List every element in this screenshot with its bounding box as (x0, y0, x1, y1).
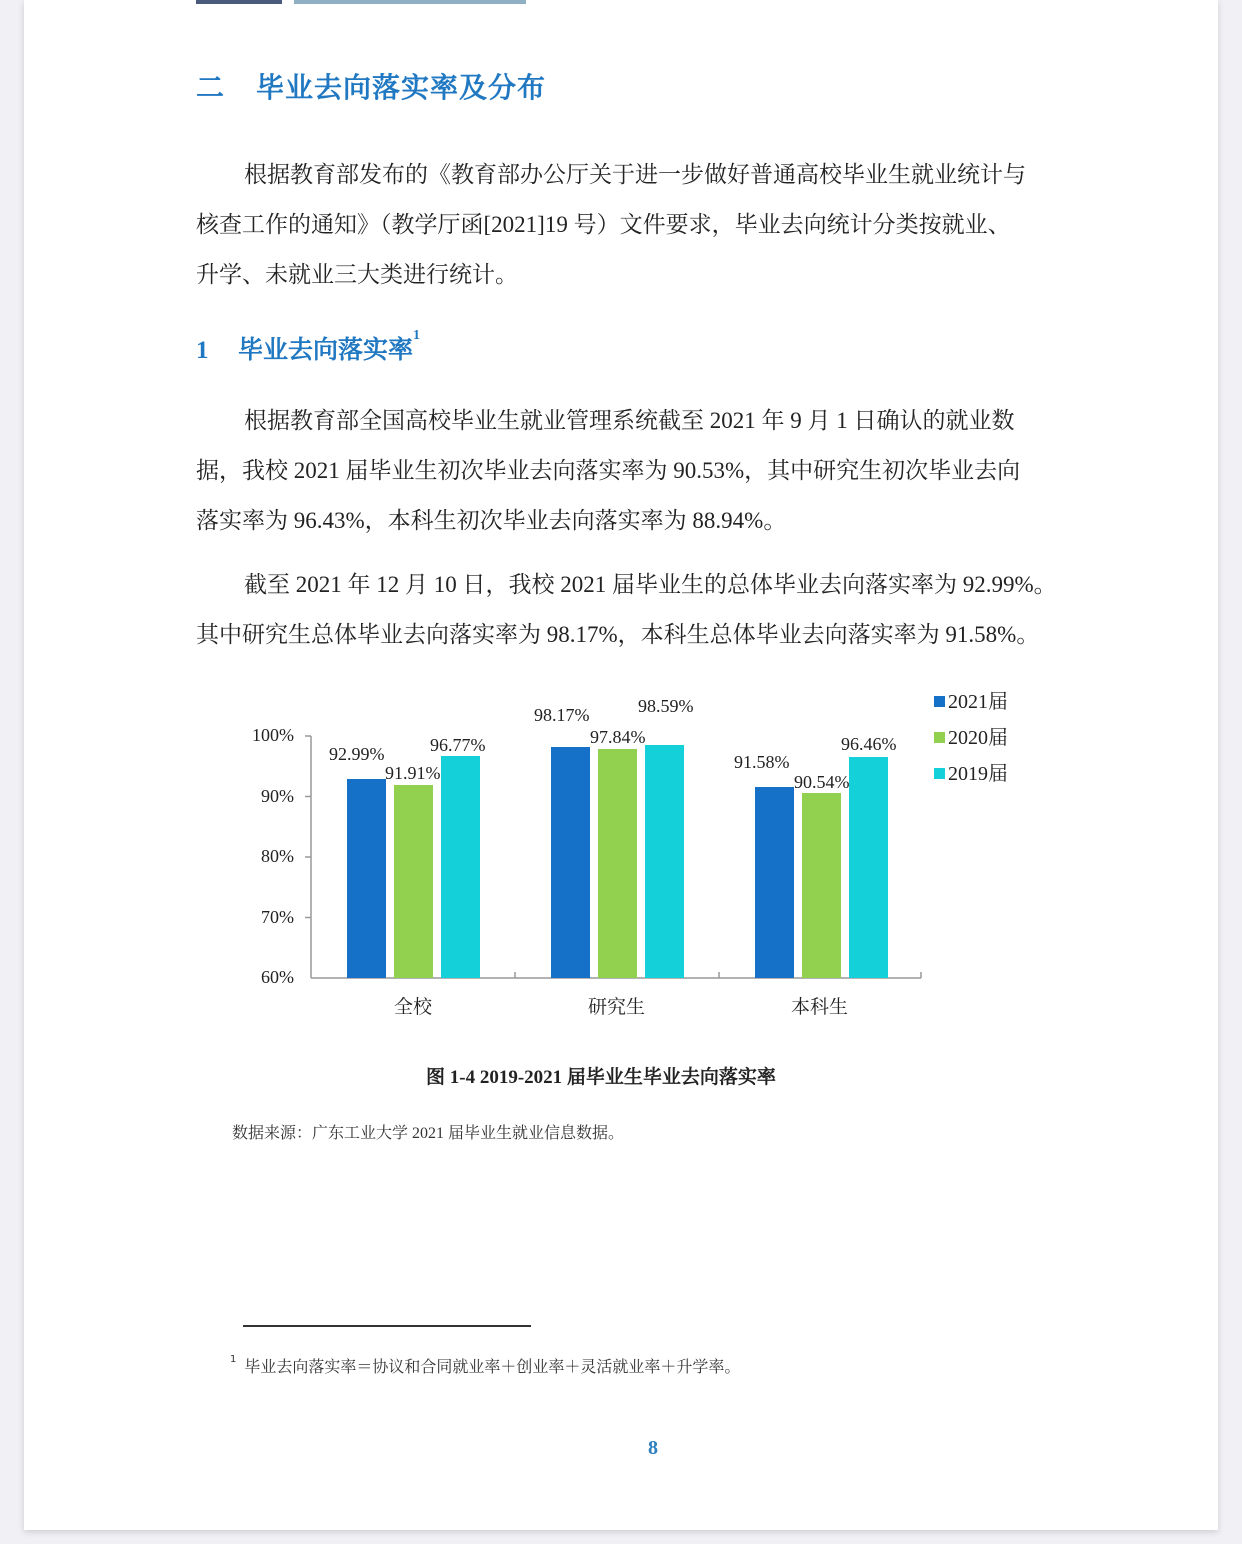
paragraph-line: 升学、未就业三大类进行统计。 (196, 262, 518, 287)
legend-item-2021[interactable] (934, 685, 1008, 714)
bar-2020-all[interactable] (394, 785, 433, 978)
value-label: 92.99% (329, 744, 385, 764)
y-tick-label: 90% (261, 786, 294, 806)
bar-2020-graduate[interactable] (598, 749, 637, 978)
bar-2021-undergrad[interactable] (755, 787, 794, 978)
paragraph-line: 根据教育部发布的《教育部办公厅关于进一步做好普通高校毕业生就业统计与 (244, 162, 1026, 187)
subsection-title: 毕业去向落实率 (238, 335, 414, 364)
legend-item-2020[interactable] (934, 721, 1008, 750)
value-label: 98.17% (534, 705, 590, 725)
paragraph-line: 根据教育部全国高校毕业生就业管理系统截至 2021 年 9 月 1 日确认的就业数 (244, 408, 1015, 433)
bar-2019-all[interactable] (441, 756, 480, 978)
value-label: 96.46% (841, 734, 897, 754)
value-label: 91.91% (385, 763, 441, 783)
page-number: 8 (648, 1437, 658, 1459)
bar-2020-undergrad[interactable] (802, 793, 841, 978)
legend-label: 2020届 (948, 727, 1008, 749)
paragraph-line: 落实率为 96.43%，本科生初次毕业去向落实率为 88.94%。 (196, 508, 787, 533)
legend-item-2019[interactable] (934, 757, 1008, 786)
paragraph-line: 截至 2021 年 12 月 10 日，我校 2021 届毕业生的总体毕业去向落实率为 92.99%。 (244, 572, 1057, 597)
bar-2019-graduate[interactable] (645, 745, 684, 978)
value-label: 96.77% (430, 735, 486, 755)
paragraph-line: 据，我校 2021 届毕业生初次毕业去向落实率为 90.53%，其中研究生初次毕业去向 (196, 458, 1021, 483)
legend-swatch-icon (934, 732, 945, 743)
value-label: 90.54% (794, 772, 850, 792)
x-category-label: 研究生 (588, 997, 646, 1018)
paragraph-line: 核查工作的通知》（教学厅函[2021]19 号）文件要求，毕业去向统计分类按就业、 (196, 212, 1011, 237)
bar-2021-graduate[interactable] (551, 747, 590, 978)
x-category-label: 全校 (394, 997, 433, 1018)
legend-label: 2019届 (948, 763, 1008, 785)
y-tick-label: 60% (261, 967, 294, 987)
footnote-text: 毕业去向落实率＝协议和合同就业率＋创业率＋灵活就业率＋升学率。 (244, 1357, 741, 1376)
bar-2019-undergrad[interactable] (849, 757, 888, 978)
footnote (230, 1354, 740, 1377)
bar-2021-all[interactable] (347, 779, 386, 978)
footnote-marker: 1 (230, 1354, 237, 1365)
subsection-number: 1 (196, 337, 209, 364)
legend-label: 2021届 (948, 691, 1008, 713)
section-title: 毕业去向落实率及分布 (256, 71, 547, 104)
legend-swatch-icon (934, 696, 945, 707)
footnote-reference[interactable]: 1 (413, 328, 421, 343)
value-label: 91.58% (734, 752, 790, 772)
y-tick-label: 100% (252, 725, 294, 745)
footnote-divider (243, 1325, 531, 1327)
data-source-note: 数据来源：广东工业大学 2021 届毕业生就业信息数据。 (232, 1125, 625, 1142)
paragraph-line: 其中研究生总体毕业去向落实率为 98.17%，本科生总体毕业去向落实率为 91.58%。 (196, 622, 1040, 647)
section-number: 二 (196, 71, 226, 104)
x-category-label: 本科生 (791, 997, 849, 1018)
legend-swatch-icon (934, 768, 945, 779)
value-label: 97.84% (590, 727, 646, 747)
y-tick-label: 80% (261, 846, 294, 866)
y-tick-label: 70% (261, 907, 294, 927)
value-label: 98.59% (638, 696, 694, 716)
figure-caption: 图 1-4 2019-2021 届毕业生毕业去向落实率 (426, 1067, 776, 1088)
document-page (24, 0, 1218, 1530)
